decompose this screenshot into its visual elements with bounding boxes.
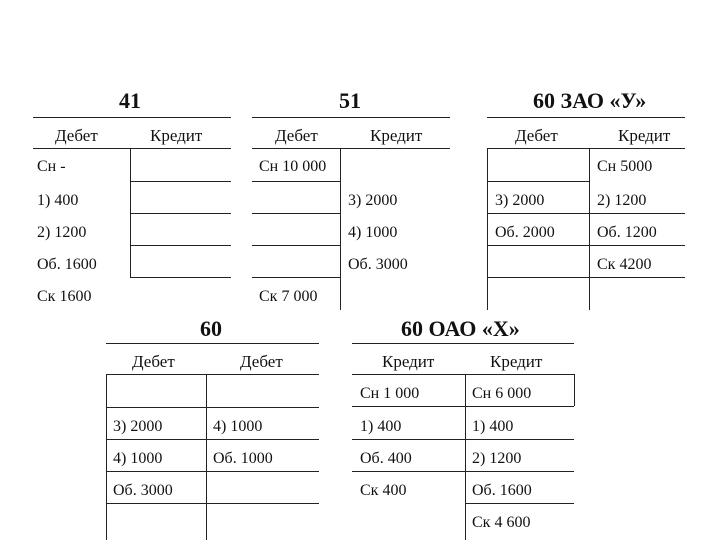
account-60-zao-debit-header: Дебет: [515, 126, 558, 145]
account-60-left-border: [106, 374, 107, 540]
account-60-oao-row-rule: [352, 439, 574, 440]
account-60-zao-top-rule: [487, 117, 685, 118]
account-60-left-cell: 4) 1000: [113, 450, 163, 467]
account-41-header-rule: [33, 148, 231, 149]
account-60-row-rule: [106, 471, 319, 472]
account-60-divider: [206, 374, 207, 540]
account-41-row-rule: [130, 245, 231, 246]
account-60-oao-row-rule: [352, 471, 574, 472]
account-60-zao-credit-cell: 2) 1200: [597, 192, 647, 209]
account-60-oao-left-cell: Об. 400: [360, 450, 412, 467]
account-51-row-rule: [252, 245, 340, 246]
account-51-debit-cell: Ск 7 000: [259, 288, 318, 305]
account-60-top-rule: [106, 343, 319, 344]
account-51-debit-cell: Сн 10 000: [259, 158, 327, 175]
account-60-zao-divider: [589, 148, 590, 310]
account-60-zao-left-border: [487, 148, 488, 310]
account-60-oao-row-rule: [465, 503, 574, 504]
account-51-credit-cell: 4) 1000: [348, 224, 398, 241]
account-41-debit-header: Дебет: [55, 126, 98, 145]
account-60-right-cell: Об. 1000: [213, 450, 273, 467]
account-41-credit-header: Кредит: [150, 126, 203, 145]
account-60-zao-debit-cell: 3) 2000: [495, 192, 545, 209]
account-60-row-rule: [106, 407, 319, 408]
account-60-zao-row-rule: [487, 245, 685, 246]
account-51-divider: [340, 148, 341, 310]
account-60-zao-row-rule: [487, 277, 685, 278]
account-60-zao-debit-cell: Об. 2000: [495, 224, 555, 241]
account-51-row-rule: [252, 181, 340, 182]
account-41-debit-cell: 2) 1200: [37, 224, 87, 241]
account-51-credit-header: Кредит: [370, 126, 423, 145]
account-60-oao-divider: [465, 374, 466, 540]
account-60-oao-right-cell: 2) 1200: [472, 450, 522, 467]
account-60-oao-right-cell: Сн 6 000: [472, 385, 532, 402]
account-60-zao-credit-cell: Ск 4200: [597, 256, 652, 273]
account-60-oao-right-cell: Ск 4 600: [472, 514, 531, 531]
account-60-oao-left-cell: 1) 400: [360, 418, 402, 435]
account-60-zao-row-rule: [487, 213, 685, 214]
account-60-oao-right-cell: 1) 400: [472, 418, 514, 435]
account-60-zao-credit-header: Кредит: [618, 126, 671, 145]
account-51-credit-cell: 3) 2000: [348, 192, 398, 209]
account-60-zao-credit-cell: Сн 5000: [597, 158, 653, 175]
account-60-zao-header-rule: [487, 148, 685, 149]
account-51-row-rule: [252, 277, 340, 278]
account-41-row-rule: [130, 181, 231, 182]
account-41-debit-cell: Сн -: [37, 158, 66, 175]
account-60-header-rule: [106, 374, 319, 375]
account-41-title: 41: [119, 88, 141, 113]
account-41-row-rule: [130, 213, 231, 214]
account-60-oao-right-cell: Об. 1600: [472, 482, 532, 499]
account-60-oao-top-rule: [352, 343, 574, 344]
account-60-left-cell: 3) 2000: [113, 418, 163, 435]
account-60-zao-row-rule: [487, 181, 589, 182]
account-51-debit-header: Дебет: [275, 126, 318, 145]
account-51-header-rule: [252, 148, 450, 149]
account-51-row-rule: [252, 213, 340, 214]
account-60-oao-right-border: [574, 374, 575, 406]
account-60-oao-left-cell: Ск 400: [360, 482, 407, 499]
account-60-oao-row-rule: [352, 406, 574, 407]
account-51-credit-cell: Об. 3000: [348, 256, 408, 273]
account-41-top-rule: [33, 117, 231, 118]
account-60-oao-header-rule: [352, 374, 574, 375]
account-60-title: 60: [200, 316, 222, 341]
account-60-row-rule: [106, 439, 319, 440]
account-60-oao-right-header: Кредит: [490, 352, 543, 371]
account-60-left-header: Дебет: [132, 352, 175, 371]
account-60-zao-title: 60 ЗАО «У»: [533, 88, 647, 113]
account-41-debit-cell: Ск 1600: [37, 288, 92, 305]
account-60-oao-left-cell: Сн 1 000: [360, 385, 420, 402]
account-60-row-rule: [106, 503, 319, 504]
account-60-oao-left-header: Кредит: [382, 352, 435, 371]
account-60-oao-title: 60 ОАО «Х»: [401, 316, 520, 341]
account-41-row-rule: [130, 277, 231, 278]
account-41-debit-cell: 1) 400: [37, 192, 79, 209]
account-60-right-header: Дебет: [240, 352, 283, 371]
account-60-right-cell: 4) 1000: [213, 418, 263, 435]
account-51-top-rule: [252, 117, 450, 118]
account-60-zao-credit-cell: Об. 1200: [597, 224, 657, 241]
account-51-title: 51: [339, 88, 361, 113]
account-41-debit-cell: Об. 1600: [37, 256, 97, 273]
account-60-left-cell: Об. 3000: [113, 482, 173, 499]
